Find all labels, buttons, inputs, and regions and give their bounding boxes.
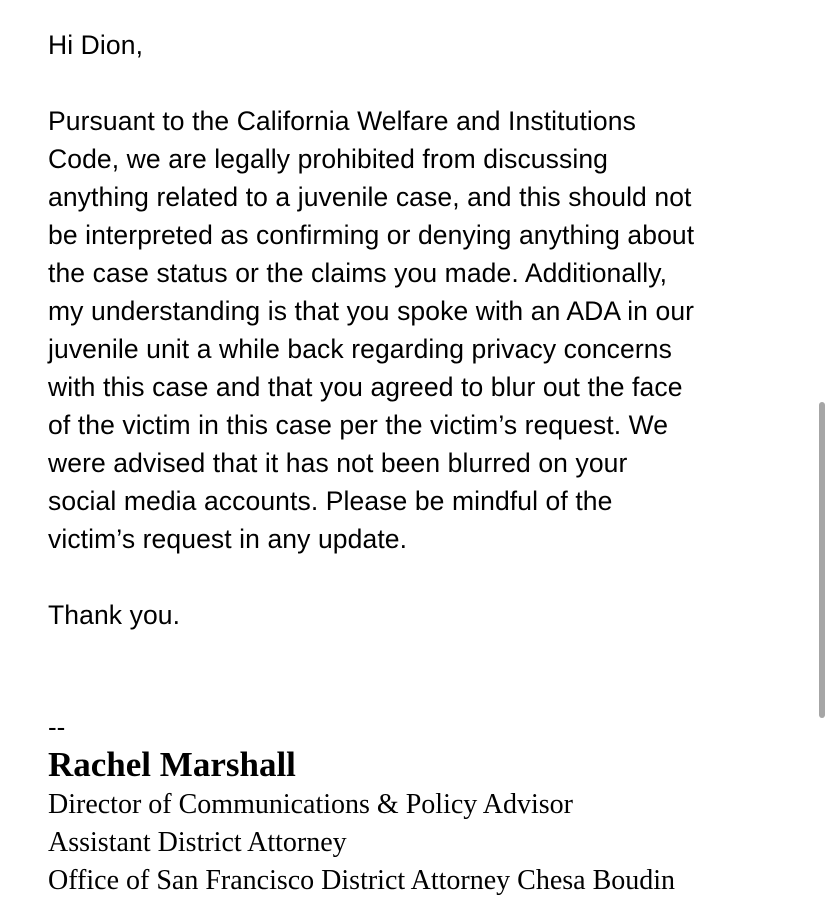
greeting: Hi Dion, xyxy=(48,30,144,60)
signature-separator: -- xyxy=(48,712,66,742)
paragraph-line: with this case and that you agreed to blur out the face xyxy=(48,372,683,402)
message-paragraph xyxy=(48,102,808,558)
closing: Thank you. xyxy=(48,600,181,630)
signature-title-secondary: Assistant District Attorney xyxy=(48,827,347,858)
paragraph-line: of the victim in this case per the victim’s request. We xyxy=(48,410,669,440)
vertical-scrollbar[interactable] xyxy=(819,402,825,718)
email-signature xyxy=(48,744,675,900)
paragraph-line: the case status or the claims you made. Additionally, xyxy=(48,258,668,288)
signature-name: Rachel Marshall xyxy=(48,745,296,784)
paragraph-line: my understanding is that you spoke with an ADA in our xyxy=(48,296,695,326)
email-body xyxy=(48,26,808,634)
paragraph-line: anything related to a juvenile case, and this should not xyxy=(48,182,692,212)
signature-title: Director of Communications & Policy Advisor xyxy=(48,789,573,820)
paragraph-line: Pursuant to the California Welfare and Institutions xyxy=(48,106,636,136)
paragraph-line: were advised that it has not been blurred on your xyxy=(48,448,628,478)
paragraph-line: Code, we are legally prohibited from discussing xyxy=(48,144,609,174)
blank-line xyxy=(48,558,808,596)
paragraph-line: social media accounts. Please be mindful of the xyxy=(48,486,613,516)
blank-line xyxy=(48,64,808,102)
paragraph-line: victim’s request in any update. xyxy=(48,524,408,554)
paragraph-line: be interpreted as confirming or denying anything about xyxy=(48,220,695,250)
signature-office: Office of San Francisco District Attorney Chesa Boudin xyxy=(48,865,676,896)
paragraph-line: juvenile unit a while back regarding privacy concerns xyxy=(48,334,672,364)
